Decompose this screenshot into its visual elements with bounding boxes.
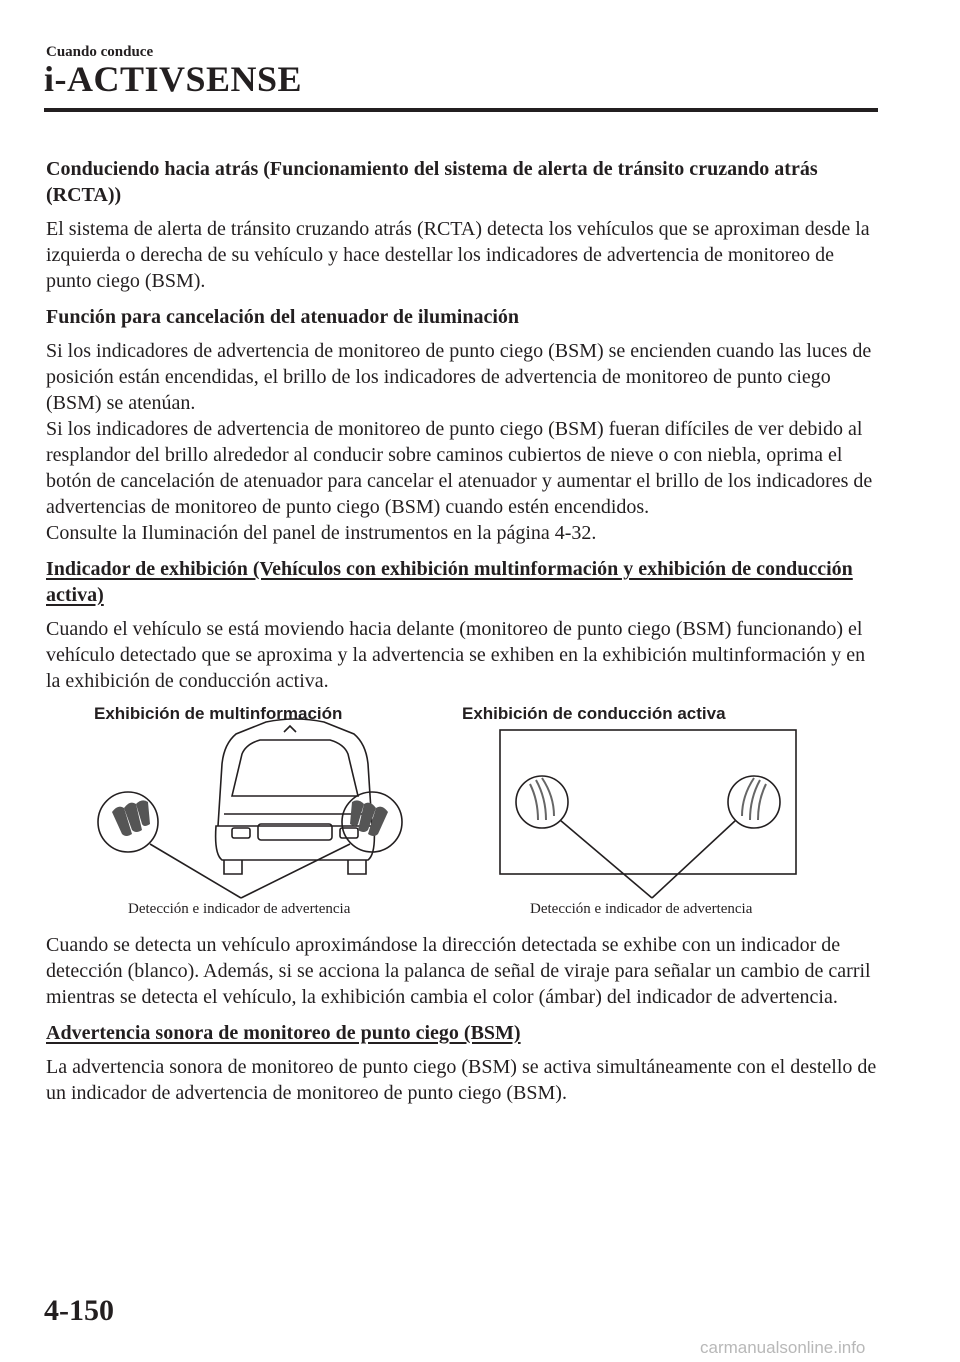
rcta-paragraph: El sistema de alerta de tránsito cruzando atrás (RCTA) detecta los vehículos que se aproximan desde la izquierda o derecha de su vehículo y hace destellar los indicadores de advertencia de monitoreo de punto ciego (BSM).	[46, 218, 870, 292]
dimmer-heading: Función para cancelación del atenuador de iluminación	[46, 306, 519, 328]
active-driving-display-title: Exhibición de conducción activa	[462, 704, 726, 723]
rcta-heading: Conduciendo hacia atrás (Funcionamiento del sistema de alerta de tránsito cruzando atrás (RCTA))	[46, 158, 818, 206]
dimmer-paragraph-1: Si los indicadores de advertencia de monitoreo de punto ciego (BSM) se encienden cuando las luces de posición están encendidas, el brillo de los indicadores de advertencia de monitoreo de punto ciego (BSM) se atenúan.	[46, 340, 872, 414]
dimmer-paragraph-2: Si los indicadores de advertencia de monitoreo de punto ciego (BSM) fueran difíciles de ver debido al resplandor del brillo alrededor al conducir sobre caminos cubiertos de nieve o con niebla, oprima el botón de cancelación de atenuador para cancelar el atenuador y aumentar el brillo de los indicadores de advertencias de monitoreo de punto ciego (BSM) cuando estén encendidos.	[46, 418, 873, 518]
sound-heading: Advertencia sonora de monitoreo de punto ciego (BSM)	[46, 1022, 521, 1044]
multi-info-display-title: Exhibición de multinformación	[94, 704, 343, 723]
display-paragraph: Cuando el vehículo se está moviendo hacia delante (monitoreo de punto ciego (BSM) funcionando) el vehículo detectado que se aproxima y la advertencia se exhiben en la exhibición multinformación y en la exhibición de conducción activa.	[46, 618, 866, 692]
display-heading: Indicador de exhibición (Vehículos con exhibición multinformación y exhibición de conducción activa)	[46, 558, 853, 606]
sound-paragraph: La advertencia sonora de monitoreo de punto ciego (BSM) se activa simultáneamente con el destello de un indicador de advertencia de monitoreo de punto ciego (BSM).	[46, 1056, 877, 1104]
display-figure	[46, 704, 882, 924]
watermark: carmanualsonline.info	[700, 1338, 866, 1357]
active-driving-display-graphic	[500, 730, 796, 898]
active-driving-left-warning-icon	[530, 778, 554, 820]
chapter-title: i-ACTIVSENSE	[44, 59, 303, 99]
header-divider	[44, 108, 878, 112]
multi-info-caption: Detección e indicador de advertencia	[128, 901, 351, 917]
section-title: Cuando conduce	[46, 44, 154, 60]
dimmer-reference: Consulte la Iluminación del panel de instrumentos en la página 4-32.	[46, 522, 597, 544]
multi-info-left-warning-icon	[112, 800, 150, 836]
detected-paragraph: Cuando se detecta un vehículo aproximándose la dirección detectada se exhibe con un indicador de detección (blanco). Además, si se acciona la palanca de señal de viraje para señalar un cambio de carril mientras se detecta el vehículo, la exhibición cambia el color (ámbar) del indicador de advertencia.	[46, 934, 871, 1008]
page-content	[46, 156, 882, 1116]
active-driving-right-warning-icon	[742, 778, 766, 820]
multi-info-right-warning-icon	[350, 800, 388, 836]
display-illustration	[46, 704, 882, 924]
active-driving-caption: Detección e indicador de advertencia	[530, 901, 753, 917]
page-number: 4-150	[44, 1294, 114, 1327]
